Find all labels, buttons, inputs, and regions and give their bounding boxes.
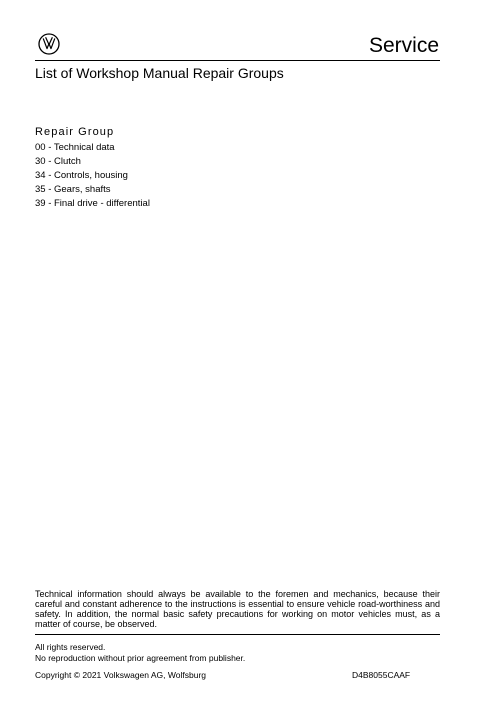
footer-divider (35, 634, 440, 635)
repair-group-item-00[interactable]: 00 - Technical data (35, 142, 115, 153)
document-code: D4B8055CAAF (352, 670, 411, 680)
header-title: Service (368, 34, 439, 57)
repair-group-item-30[interactable]: 30 - Clutch (35, 156, 81, 167)
repair-group-item-34[interactable]: 34 - Controls, housing (35, 170, 128, 181)
header-divider (35, 60, 440, 61)
rights-line-1: All rights reserved. (35, 642, 106, 652)
vw-logo-icon (38, 33, 60, 55)
copyright-text: Copyright © 2021 Volkswagen AG, Wolfsburg (35, 670, 207, 680)
document-title: List of Workshop Manual Repair Groups (35, 65, 284, 81)
rights-line-2: No reproduction without prior agreement from publisher. (35, 653, 246, 663)
rights-notice (35, 642, 245, 664)
repair-group-item-39[interactable]: 39 - Final drive - differential (35, 198, 150, 209)
repair-group-list (35, 141, 150, 211)
repair-group-item-35[interactable]: 35 - Gears, shafts (35, 184, 111, 195)
safety-notice: Technical information should always be available to the foremen and mechanics, because their careful and constant adherence to the instructions is essential to ensure vehicle road-worthiness and safety. In addition, the normal basic safety precautions for working on motor vehicles must, as a matter of course, be observed. (35, 589, 440, 629)
repair-group-heading: Repair Group (35, 126, 115, 138)
